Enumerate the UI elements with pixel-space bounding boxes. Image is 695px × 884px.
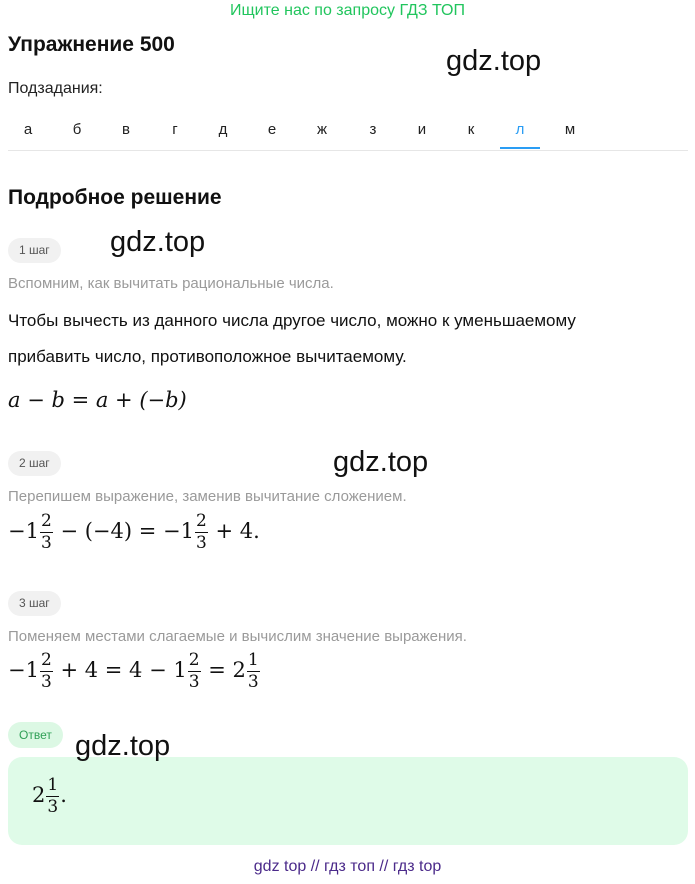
subtasks-label: Подзадания: [8,80,103,97]
watermark: gdz.top [333,446,429,478]
subtask-tab[interactable]: и [417,121,427,138]
formula: a − b = a + (−b) [8,388,187,412]
step-text: Чтобы вычесть из данного числа другое число, можно к уменьшаемому [8,311,576,330]
subtask-tab[interactable]: м [564,121,576,138]
subtask-tab[interactable]: г [172,121,178,138]
subtask-tab[interactable]: к [467,121,475,138]
subtask-tab[interactable]: в [122,121,130,138]
answer-badge: Ответ [8,722,63,748]
subtask-tab[interactable]: з [369,121,377,138]
step-text: прибавить число, противоположное вычитаемому. [8,347,407,366]
step-badge: 2 шаг [8,451,61,476]
subtask-tab[interactable]: а [23,121,33,138]
watermark: gdz.top [446,45,542,77]
step-hint: Вспомним, как вычитать рациональные числа. [8,275,334,292]
page-title: Упражнение 500 [8,33,175,56]
section-title: Подробное решение [8,186,222,209]
step-badge: 3 шаг [8,591,61,616]
subtask-tab[interactable]: д [218,121,228,138]
step-badge: 1 шаг [8,238,61,263]
footer: gdz top // гдз топ // гдз top [253,858,442,875]
formula: −1 $\frac{2}{3}$ − (−4) = −1 $\frac{2}{3}$ + 4. [8,511,260,553]
subtask-tab-active[interactable]: л [500,112,540,149]
subtask-tab[interactable]: ж [316,121,328,138]
answer-box [8,757,688,845]
subtask-tab[interactable]: б [72,121,82,138]
watermark: gdz.top [110,226,206,258]
formula: −1 $\frac{2}{3}$ + 4 = 4 − 1 $\frac{2}{3}$ = 2 $\frac{1}{3}$ [8,650,259,692]
answer-value: 2 $\frac{1}{3}$ . [32,775,67,817]
search-banner: Ищите нас по запросу ГДЗ ТОП [230,2,465,19]
step-hint: Перепишем выражение, заменив вычитание сложением. [8,488,407,505]
watermark: gdz.top [75,730,171,762]
subtask-tabs [8,112,688,151]
step-hint: Поменяем местами слагаемые и вычислим значение выражения. [8,628,467,645]
subtask-tab[interactable]: е [267,121,277,138]
